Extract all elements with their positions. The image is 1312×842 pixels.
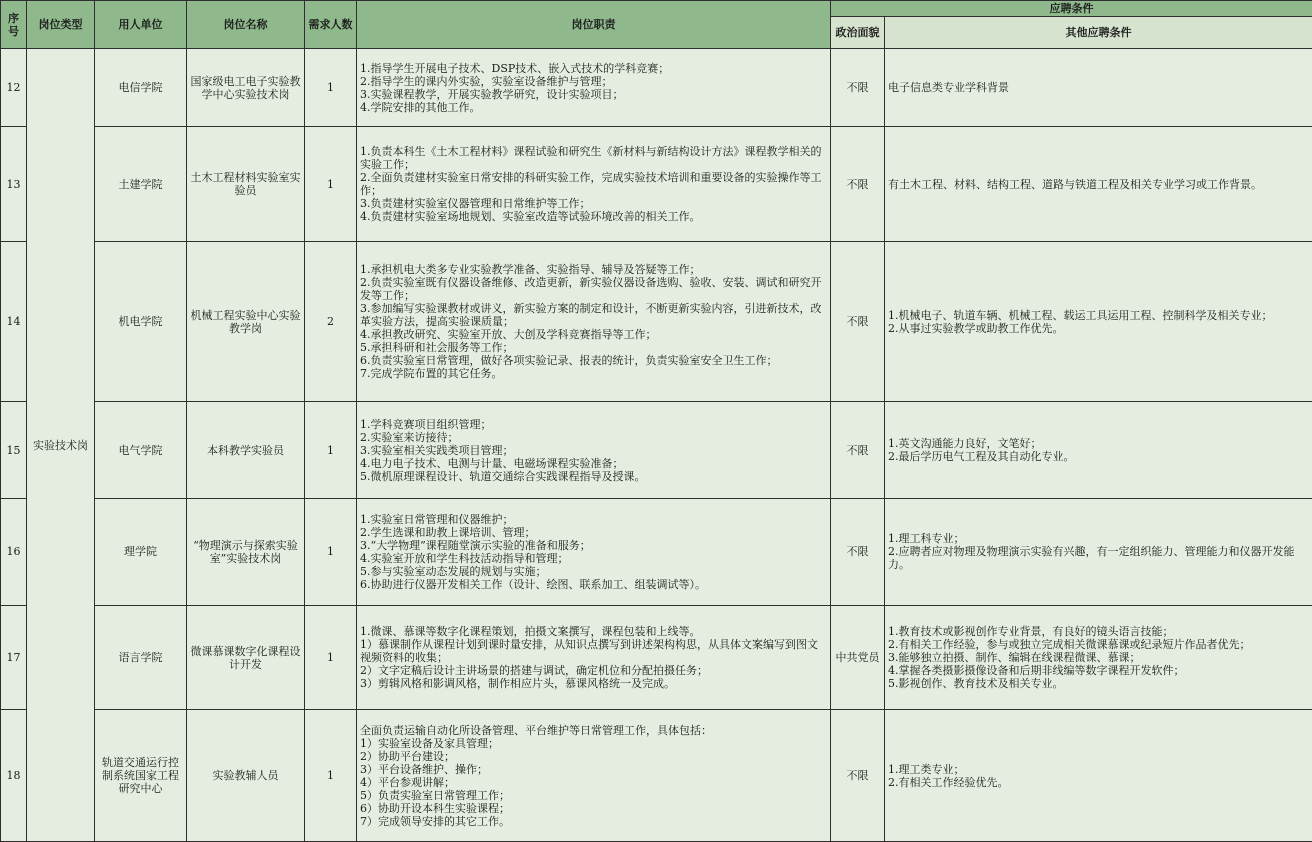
- political-cell: 中共党员: [831, 605, 885, 710]
- header-seq: 序号: [1, 1, 27, 49]
- table-row: [1, 127, 1312, 242]
- duties-cell-line: 6）协助开设本科生实验课程；: [360, 801, 510, 815]
- duties-cell-line: 1.负责本科生《土木工程材料》课程试验和研究生《新材料与新结构设计方法》课程教学相关的实验工作；: [360, 145, 822, 172]
- duties-cell-line: 6.协助进行仪器开发相关工作（设计、绘图、联系加工、组装调试等）。: [360, 577, 706, 591]
- header-other-conditions: 其他应聘条件: [885, 17, 1312, 49]
- other-conditions-cell-line: 2.有相关工作经验，参与或独立完成相关微课慕课或纪录短片作品者优先；: [888, 638, 1251, 652]
- duties-cell-line: 1.学科竞赛项目组织管理；: [360, 417, 492, 431]
- other-conditions-cell-line: 2.从事过实验教学或助教工作优先。: [888, 321, 1064, 335]
- duties-cell-line: 4.电力电子技术、电测与计量、电磁场课程实验准备；: [360, 456, 624, 470]
- table-row: [1, 242, 1312, 402]
- count-cell: 1: [305, 127, 357, 242]
- duties-cell-line: 6.负责实验室日常管理，做好各项实验记录、报表的统计，负责实验室安全卫生工作；: [360, 354, 778, 368]
- seq-cell: 15: [1, 402, 27, 499]
- other-conditions-cell-line: 有土木工程、材料、结构工程、道路与铁道工程及相关专业学习或工作背景。: [888, 177, 1262, 191]
- unit-cell: 轨道交通运行控制系统国家工程研究中心: [95, 710, 187, 842]
- count-cell: 1: [305, 402, 357, 499]
- table-row: [1, 49, 1312, 127]
- unit-cell: 语言学院: [95, 605, 187, 710]
- count-cell: 2: [305, 242, 357, 402]
- seq-cell: 13: [1, 127, 27, 242]
- duties-cell: [357, 242, 831, 402]
- other-conditions-cell-line: 1.教育技术或影视创作专业背景，有良好的镜头语言技能；: [888, 625, 1174, 639]
- duties-cell: [357, 498, 831, 605]
- post-name-cell: 本科教学实验员: [187, 402, 305, 499]
- duties-cell-line: 4.实验室开放和学生科技活动指导和管理；: [360, 551, 569, 565]
- seq-cell: 17: [1, 605, 27, 710]
- table-row: [1, 710, 1312, 842]
- duties-cell-line: 2）文字定稿后设计主讲场景的搭建与调试，确定机位和分配拍摄任务；: [360, 664, 708, 678]
- other-conditions-cell-line: 5.影视创作、教育技术及相关专业。: [888, 677, 1064, 691]
- duties-cell-line: 4.承担教改研究、实验室开放、大创及学科竞赛指导等工作；: [360, 328, 657, 342]
- other-conditions-cell-line: 1.理工科专业；: [888, 532, 965, 546]
- seq-cell: 14: [1, 242, 27, 402]
- duties-cell-line: 7）完成领导安排的其它工作。: [360, 814, 510, 828]
- count-cell: 1: [305, 498, 357, 605]
- duties-cell: [357, 605, 831, 710]
- duties-cell-line: 2.指导学生的课内外实验，实验室设备维护与管理；: [360, 74, 613, 88]
- duties-cell: [357, 127, 831, 242]
- other-conditions-cell: [885, 605, 1312, 710]
- post-name-cell: 国家级电工电子实验教学中心实验技术岗: [187, 49, 305, 127]
- header-conditions: 应聘条件: [831, 1, 1312, 17]
- other-conditions-cell: [885, 49, 1312, 127]
- post-name-cell: 微课慕课数字化课程设计开发: [187, 605, 305, 710]
- duties-cell-line: 3.实验课程教学，开展实验教学研究，设计实验项目；: [360, 87, 624, 101]
- post-type-cell: 实验技术岗: [27, 49, 95, 842]
- duties-cell-line: 3.参加编写实验课教材或讲义，新实验方案的制定和设计，不断更新实验内容，引进新技术，改革实验方法，提高实验课质量；: [360, 302, 822, 329]
- duties-cell-line: 1.承担机电大类多专业实验教学准备、实验指导、辅导及答疑等工作；: [360, 263, 701, 277]
- unit-cell: 土建学院: [95, 127, 187, 242]
- duties-cell-line: 3.“大学物理”课程随堂演示实验的准备和服务；: [360, 538, 591, 552]
- other-conditions-cell-line: 1.英文沟通能力良好，文笔好；: [888, 437, 1042, 451]
- duties-cell-line: 2.负责实验室既有仪器设备维修、改造更新，新实验仪器设备选购、验收、安装、调试和研究开发等工作；: [360, 276, 822, 303]
- table-row: [1, 605, 1312, 710]
- other-conditions-cell: [885, 242, 1312, 402]
- duties-cell-line: 3.实验室相关实践类项目管理；: [360, 443, 514, 457]
- duties-cell: [357, 49, 831, 127]
- duties-cell-line: 1.实验室日常管理和仪器维护；: [360, 512, 514, 526]
- post-name-cell: “物理演示与探索实验室”实验技术岗: [187, 498, 305, 605]
- duties-cell-line: 5.承担科研和社会服务等工作；: [360, 341, 514, 355]
- other-conditions-cell-line: 1.理工类专业；: [888, 762, 965, 776]
- post-name-cell: 实验教辅人员: [187, 710, 305, 842]
- count-cell: 1: [305, 710, 357, 842]
- other-conditions-cell-line: 2.有相关工作经验优先。: [888, 775, 1009, 789]
- post-name-cell: 土木工程材料实验室实验员: [187, 127, 305, 242]
- political-cell: 不限: [831, 710, 885, 842]
- table-row: [1, 402, 1312, 499]
- duties-cell-line: 3.负责建材实验室仪器管理和日常维护等工作；: [360, 197, 591, 211]
- duties-cell-line: 4.学院安排的其他工作。: [360, 100, 481, 114]
- duties-cell-line: 3）剪辑风格和影调风格，制作相应片头，慕课风格统一及完成。: [360, 677, 675, 691]
- count-cell: 1: [305, 49, 357, 127]
- other-conditions-cell-line: 2.最后学历电气工程及其自动化专业。: [888, 450, 1075, 464]
- unit-cell: 电气学院: [95, 402, 187, 499]
- duties-cell-line: 2）协助平台建设；: [360, 749, 455, 763]
- duties-cell: [357, 710, 831, 842]
- duties-cell: [357, 402, 831, 499]
- other-conditions-cell-line: 4.掌握各类摄影摄像设备和后期非线编等数字课程开发软件；: [888, 664, 1185, 678]
- header-duties: 岗位职责: [357, 1, 831, 49]
- duties-cell-line: 3）平台设备维护、操作；: [360, 762, 488, 776]
- political-cell: 不限: [831, 49, 885, 127]
- duties-cell-line: 1.指导学生开展电子技术、DSP技术、嵌入式技术的学科竞赛；: [360, 61, 670, 75]
- duties-cell-line: 5.微机原理课程设计、轨道交通综合实践课程指导及授课。: [360, 469, 646, 483]
- duties-cell-line: 1）实验室设备及家具管理；: [360, 736, 499, 750]
- other-conditions-cell: [885, 498, 1312, 605]
- duties-cell-line: 2.实验室来访接待；: [360, 430, 459, 444]
- other-conditions-cell-line: 2.应聘者应对物理及物理演示实验有兴趣，有一定组织能力、管理能力和仪器开发能力。: [888, 545, 1295, 572]
- political-cell: 不限: [831, 402, 885, 499]
- duties-cell-line: 2.全面负责建材实验室日常安排的科研实验工作，完成实验技术培训和重要设备的实验操作等工作；: [360, 171, 822, 198]
- header-political: 政治面貌: [831, 17, 885, 49]
- post-name-cell: 机械工程实验中心实验教学岗: [187, 242, 305, 402]
- political-cell: 不限: [831, 127, 885, 242]
- duties-cell-line: 全面负责运输自动化所设备管理、平台维护等日常管理工作，具体包括：: [360, 723, 712, 737]
- header-post-type: 岗位类型: [27, 1, 95, 49]
- count-cell: 1: [305, 605, 357, 710]
- political-cell: 不限: [831, 498, 885, 605]
- duties-cell-line: 5）负责实验室日常管理工作；: [360, 788, 510, 802]
- duties-cell-line: 7.完成学院布置的其它任务。: [360, 367, 503, 381]
- duties-cell-line: 4.负责建材实验室场地规划、实验室改造等试验环境改善的相关工作。: [360, 210, 701, 224]
- table-row: [1, 498, 1312, 605]
- duties-cell-line: 2.学生选课和助教上课培训、管理；: [360, 525, 536, 539]
- duties-cell-line: 5.参与实验室动态发展的规划与实施；: [360, 564, 547, 578]
- other-conditions-cell: [885, 127, 1312, 242]
- other-conditions-cell: [885, 402, 1312, 499]
- other-conditions-cell: [885, 710, 1312, 842]
- seq-cell: 18: [1, 710, 27, 842]
- header-unit: 用人单位: [95, 1, 187, 49]
- seq-cell: 12: [1, 49, 27, 127]
- duties-cell-line: 1.微课、慕课等数字化课程策划，拍摄文案撰写，课程包装和上线等。: [360, 625, 701, 639]
- duties-cell-line: 4）平台参观讲解；: [360, 775, 455, 789]
- other-conditions-cell-line: 3.能够独立拍摄、制作、编辑在线课程微课、慕课；: [888, 651, 1141, 665]
- seq-cell: 16: [1, 498, 27, 605]
- header-post-name: 岗位名称: [187, 1, 305, 49]
- political-cell: 不限: [831, 242, 885, 402]
- other-conditions-cell-line: 电子信息类专业学科背景: [888, 81, 1009, 95]
- unit-cell: 理学院: [95, 498, 187, 605]
- header-count: 需求人数: [305, 1, 357, 49]
- unit-cell: 电信学院: [95, 49, 187, 127]
- other-conditions-cell-line: 1.机械电子、轨道车辆、机械工程、载运工具运用工程、控制科学及相关专业；: [888, 308, 1273, 322]
- duties-cell-line: 1）慕课制作从课程计划到课时量安排，从知识点撰写到讲述架构构思，从具体文案编写到图文视频资料的收集；: [360, 638, 818, 665]
- unit-cell: 机电学院: [95, 242, 187, 402]
